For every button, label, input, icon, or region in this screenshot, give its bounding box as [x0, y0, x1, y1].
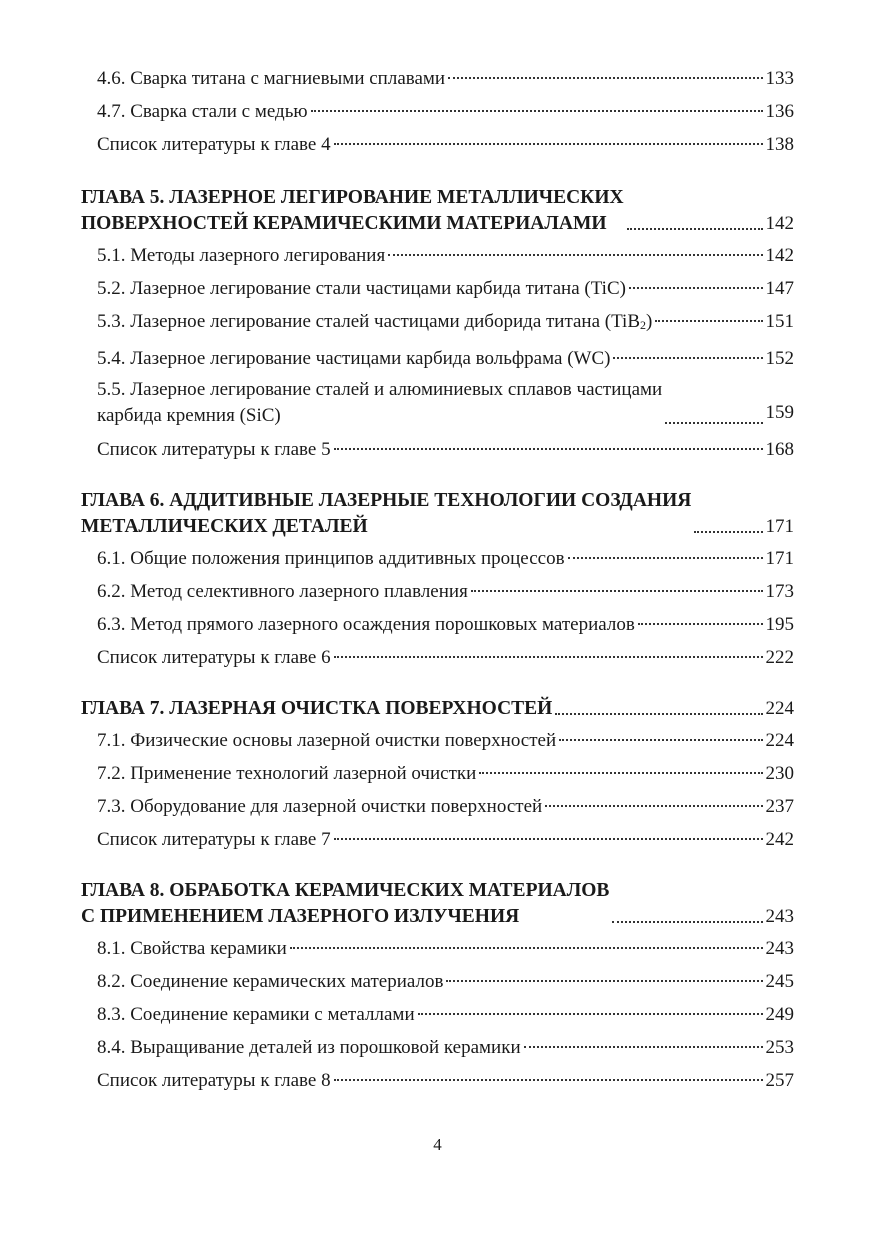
toc-entry[interactable]: [81, 1031, 794, 1064]
toc-entry-label: 8.3. Соединение керамики с металлами: [97, 1004, 415, 1025]
chapter-page: 142: [765, 213, 794, 234]
chapter-title-line: С ПРИМЕНЕНИЕМ ЛАЗЕРНОГО ИЗЛУЧЕНИЯ: [81, 906, 520, 927]
toc-entry-page: 142: [765, 245, 794, 266]
dot-leader: [524, 1046, 763, 1048]
toc-entry-label: 8.1. Свойства керамики: [97, 938, 287, 959]
dot-leader: [559, 739, 762, 741]
toc-entry-label: 4.7. Сварка стали с медью: [97, 101, 308, 122]
dot-leader: [471, 590, 763, 592]
dot-leader: [694, 531, 762, 533]
toc-section-chapter-6: [81, 488, 794, 674]
toc-entry[interactable]: [81, 608, 794, 641]
toc-entry-label: 5.1. Методы лазерного легирования: [97, 245, 386, 266]
toc-entry[interactable]: [81, 724, 794, 757]
dot-leader: [568, 557, 763, 559]
dot-leader: [638, 623, 763, 625]
toc-entry-label: [97, 377, 662, 429]
toc-entry[interactable]: [81, 757, 794, 790]
dot-leader: [388, 254, 762, 256]
chapter-title-line: ПОВЕРХНОСТЕЙ КЕРАМИЧЕСКИМИ МАТЕРИАЛАМИ: [81, 213, 607, 234]
dot-leader: [334, 656, 763, 658]
toc-section-chapter-8: [81, 878, 794, 1097]
toc-entry-page: 222: [765, 647, 794, 668]
toc-entry-label: 8.2. Соединение керамических материалов: [97, 971, 444, 992]
dot-leader: [545, 805, 762, 807]
dot-leader: [479, 772, 762, 774]
toc-section-chapter-5: [81, 185, 794, 466]
toc-entry-label-line: карбида кремния (SiC): [97, 405, 281, 426]
dot-leader: [334, 143, 763, 145]
dot-leader: [311, 110, 763, 112]
toc-entry-page: 159: [765, 402, 794, 423]
dot-leader: [665, 422, 762, 424]
toc-entry[interactable]: [81, 641, 794, 674]
page-number: 4: [433, 1135, 442, 1154]
chapter-title: [81, 488, 691, 540]
dot-leader: [446, 980, 762, 982]
dot-leader: [627, 228, 763, 230]
chapter-title-line: ГЛАВА 8. ОБРАБОТКА КЕРАМИЧЕСКИХ МАТЕРИАЛОВ: [81, 880, 610, 901]
toc-entry-label: 6.2. Метод селективного лазерного плавления: [97, 581, 468, 602]
toc-entry-label: 7.1. Физические основы лазерной очистки поверхностей: [97, 730, 557, 751]
toc-entry-page: 253: [765, 1037, 794, 1058]
toc-entry-label: 6.1. Общие положения принципов аддитивных процессов: [97, 548, 565, 569]
toc-entry[interactable]: [81, 932, 794, 965]
toc-entry-page: 224: [765, 730, 794, 751]
toc-entry-label: [97, 305, 652, 342]
chapter-heading[interactable]: [81, 878, 794, 930]
toc-entry-label: Список литературы к главе 4: [97, 134, 331, 155]
toc-section-chapter-7: [81, 696, 794, 856]
dot-leader: [290, 947, 763, 949]
dot-leader: [418, 1013, 763, 1015]
toc-entry[interactable]: [81, 239, 794, 272]
toc-entry-label: 6.3. Метод прямого лазерного осаждения порошковых материалов: [97, 614, 635, 635]
toc-entry-page: 257: [765, 1070, 794, 1091]
toc-entry[interactable]: [81, 575, 794, 608]
toc-entry[interactable]: [81, 305, 794, 342]
toc-entry-label: Список литературы к главе 8: [97, 1070, 331, 1091]
toc-entry-label-line: 5.5. Лазерное легирование сталей и алюминиевых сплавов частицами: [97, 379, 663, 400]
chapter-page: 224: [765, 698, 794, 719]
dot-leader: [629, 287, 763, 289]
toc-entry-page: 138: [765, 134, 794, 155]
toc-entry[interactable]: [81, 272, 794, 305]
toc-entry-page: 152: [765, 348, 794, 369]
dot-leader: [555, 713, 762, 715]
toc-entry[interactable]: [81, 998, 794, 1031]
toc-entry-page: 168: [765, 439, 794, 460]
subscript: 2: [640, 318, 647, 332]
toc-entry-page: 242: [765, 829, 794, 850]
toc-entry[interactable]: [81, 62, 794, 95]
toc-entry[interactable]: [81, 342, 794, 375]
toc-entry-page: 245: [765, 971, 794, 992]
toc-entry-label-text: ): [646, 311, 653, 332]
toc-entry-page: 147: [765, 278, 794, 299]
dot-leader: [334, 1079, 763, 1081]
chapter-title: [81, 878, 609, 930]
toc-entry-label: 5.4. Лазерное легирование частицами карбида вольфрама (WC): [97, 348, 611, 369]
chapter-title-line: МЕТАЛЛИЧЕСКИХ ДЕТАЛЕЙ: [81, 516, 368, 537]
toc-entry-page: 230: [765, 763, 794, 784]
chapter-title-line: ГЛАВА 5. ЛАЗЕРНОЕ ЛЕГИРОВАНИЕ МЕТАЛЛИЧЕСКИХ: [81, 187, 624, 208]
chapter-heading[interactable]: [81, 488, 794, 540]
chapter-title: [81, 185, 624, 237]
toc-entry[interactable]: [81, 128, 794, 161]
toc-entry-page: 243: [765, 938, 794, 959]
toc-entry-page: 171: [765, 548, 794, 569]
toc-entry[interactable]: [81, 375, 794, 433]
chapter-page: 243: [765, 906, 794, 927]
toc-entry[interactable]: [81, 823, 794, 856]
chapter-page: 171: [765, 516, 794, 537]
toc-entry[interactable]: [81, 965, 794, 998]
toc-entry-label: 4.6. Сварка титана с магниевыми сплавами: [97, 68, 446, 89]
toc-entry-page: 249: [765, 1004, 794, 1025]
toc-entry[interactable]: [81, 433, 794, 466]
toc-entry-label: Список литературы к главе 5: [97, 439, 331, 460]
dot-leader: [613, 357, 762, 359]
chapter-title-line: ГЛАВА 6. АДДИТИВНЫЕ ЛАЗЕРНЫЕ ТЕХНОЛОГИИ СОЗДАНИЯ: [81, 490, 692, 511]
dot-leader: [655, 320, 762, 322]
chapter-heading[interactable]: [81, 185, 794, 237]
toc-entry-label-text: 5.3. Лазерное легирование сталей частицами диборида титана (TiB: [97, 311, 641, 332]
dot-leader: [334, 838, 763, 840]
table-of-contents: [81, 62, 794, 1119]
chapter-title: [81, 696, 552, 722]
chapter-heading[interactable]: [81, 696, 794, 722]
toc-entry[interactable]: [81, 542, 794, 575]
dot-leader: [612, 921, 762, 923]
chapter-title-line: ГЛАВА 7. ЛАЗЕРНАЯ ОЧИСТКА ПОВЕРХНОСТЕЙ: [81, 698, 553, 719]
toc-entry-label: Список литературы к главе 6: [97, 647, 331, 668]
toc-section-chapter-4-tail: [81, 62, 794, 161]
dot-leader: [334, 448, 763, 450]
toc-entry-label: 7.2. Применение технологий лазерной очистки: [97, 763, 477, 784]
toc-entry-label: Список литературы к главе 7: [97, 829, 331, 850]
toc-entry[interactable]: [81, 95, 794, 128]
dot-leader: [448, 77, 762, 79]
toc-entry[interactable]: [81, 1064, 794, 1097]
toc-entry-page: 136: [765, 101, 794, 122]
toc-entry[interactable]: [81, 790, 794, 823]
toc-entry-label: 5.2. Лазерное легирование стали частицами карбида титана (TiC): [97, 278, 626, 299]
toc-entry-page: 195: [765, 614, 794, 635]
toc-entry-page: 237: [765, 796, 794, 817]
toc-entry-page: 133: [765, 68, 794, 89]
toc-entry-page: 151: [765, 311, 794, 332]
toc-entry-page: 173: [765, 581, 794, 602]
toc-entry-label: 8.4. Выращивание деталей из порошковой керамики: [97, 1037, 521, 1058]
toc-entry-label: 7.3. Оборудование для лазерной очистки поверхностей: [97, 796, 543, 817]
